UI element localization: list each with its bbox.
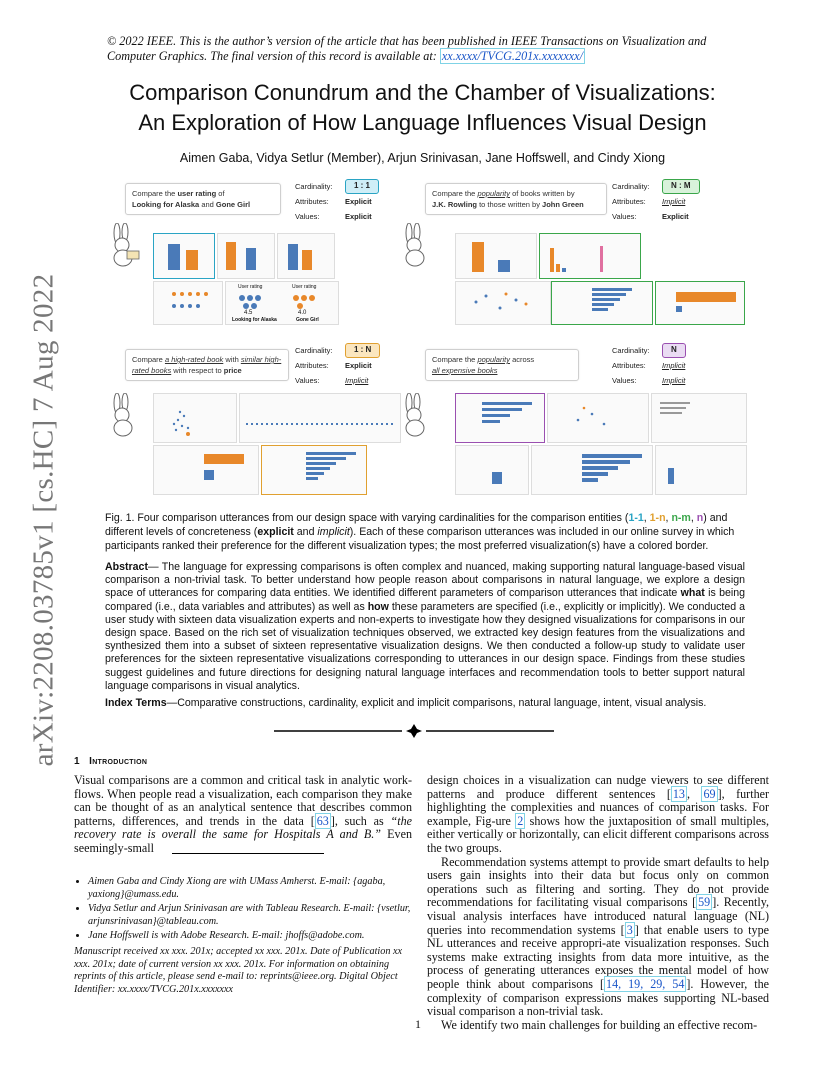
figure-panel-one-to-n (105, 343, 425, 493)
bar-chart-thumbnail (217, 233, 275, 279)
utterance-bubble: Compare the user rating of Looking for Alaska and Gone Girl (125, 183, 281, 215)
section-divider (274, 724, 554, 738)
bar-chart-thumbnail (153, 233, 215, 279)
cardinality-badge: 1 : 1 (345, 179, 379, 194)
bunny-mascot-icon (105, 223, 141, 267)
doi-link[interactable]: xx.xxxx/TVCG.201x.xxxxxxx/ (441, 49, 583, 63)
footnote-item: • Jane Hoffswell is with Adobe Research. E-mail: jhoffs@adobe.com. (88, 930, 412, 943)
figure-link[interactable]: 2 (517, 813, 524, 828)
bunny-mascot-icon (105, 393, 141, 437)
citation-link[interactable]: 69 (703, 786, 716, 801)
footnote-rule (172, 853, 324, 854)
panel-meta: Cardinality: N Attributes: Implicit Values: Implicit (612, 345, 686, 385)
citation-link[interactable]: 13 (672, 786, 685, 801)
panel-meta: Cardinality: 1 : 1 Attributes: Explicit Values: Explicit (295, 179, 379, 224)
page-number: 1 (415, 1017, 421, 1031)
bar-chart-thumbnail (455, 233, 537, 279)
horizontal-bar-thumbnail (531, 445, 653, 495)
horizontal-bar-thumbnail (261, 445, 367, 495)
bar-chart-thumbnail (277, 233, 335, 279)
index-terms: Index Terms—Comparative constructions, cardinality, explicit and implicit comparisons, natural language, intent, visual analysis. (105, 697, 707, 709)
arxiv-identifier: arXiv:2208.03785v1 [cs.HC] 7 Aug 2022 (27, 273, 60, 767)
cardinality-badge: N (662, 343, 686, 358)
footnote-item: • Aimen Gaba and Cindy Xiong are with UMass Amherst. E-mail: {agaba, yaxiong}@umass.edu. (88, 876, 412, 901)
rating-thumbnail: User rating User rating 4.5 4.0 Looking for Alaska Gone Girl (225, 281, 339, 325)
citation-link[interactable]: 14, 19, 29, 54 (606, 976, 685, 991)
utterance-bubble: Compare the popularity of books written by J.K. Rowling to those written by John Green (425, 183, 607, 215)
paper-title: Comparison Conundrum and the Chamber of Visualizations: An Exploration of How Language Influences Visual Design (129, 80, 716, 135)
footnote-item: • Vidya Setlur and Arjun Srinivasan are with Tableau Research. E-mail: {vsetlur, arjunsrinivasan}@tableau.com. (88, 903, 412, 928)
bunny-mascot-icon (397, 223, 433, 267)
strip-plot-thumbnail (239, 393, 401, 443)
author-list: Aimen Gaba, Vidya Setlur (Member), Arjun Srinivasan, Jane Hoffswell, and Cindy Xiong (179, 151, 666, 165)
bar-chart-thumbnail (455, 445, 529, 495)
affiliation-footnotes (74, 876, 412, 945)
figure-caption: Fig. 1. Four comparison utterances from our design space with varying cardinalities for the comparison entities (1-1, 1-n, n-m, n) and different levels of concreteness (explicit and implicit). Each of these comparison utterances was included in our online survey in which participants ranked their preference for the different visualization types; the most preferred visualization(s) have a colored border. (105, 512, 735, 552)
horizontal-bar-thumbnail (455, 393, 545, 443)
manuscript-note: Manuscript received xx xxx. 201x; accepted xx xxx. 201x. Date of Publication xx xxx. 201x; date of current version xx xxx. 201x. For information on obtaining reprints of this article, please send e-mail to: reprints@ieee.org. Digital Object Identifier: xx.xxxx/TVCG.201x.xxxxxxx (74, 946, 403, 995)
citation-link[interactable]: 63 (316, 813, 329, 828)
panel-meta: Cardinality: N : M Attributes: Implicit Values: Explicit (612, 179, 700, 224)
scatter-thumbnail (547, 393, 649, 443)
utterance-bubble: Compare a high-rated book with similar high-rated books with respect to price (125, 349, 289, 381)
section-heading: 1 Introduction (74, 756, 148, 767)
bar-chart-thumbnail (655, 281, 745, 325)
bunny-mascot-icon (397, 393, 433, 437)
scatter-thumbnail (153, 393, 237, 443)
figure-panel-one-to-one (105, 173, 425, 323)
bar-chart-thumbnail (153, 445, 259, 495)
dot-plot-thumbnail (153, 281, 223, 325)
panel-meta: Cardinality: 1 : N Attributes: Explicit Values: Implicit (295, 343, 380, 388)
abstract: Abstract— The language for expressing comparisons is often complex and nuanced, making supporting natural language-based visual comparison a non-trivial task. To better understand how people reason about comparisons in natural language, we explore a design space of utterances for comparing data entities. We identified different parameters of comparison utterances that indicate what is being compared (i.e., data variables and attributes) as well as how these parameters are specified (i.e., explicitly or implicitly). We conducted a user study with sixteen data visualization experts and non-experts to investigate how they designed visualizations for comparisons in our design space. Based on the rich set of visualization techniques observed, we extracted key design features from the visualizations and synthesized them into a subset of sixteen representative visualization designs. We then conducted a follow-up study to validate user preferences for the sixteen representative visualizations corresponding to utterances in our design space. Findings from these studies suggest guidelines and future directions for designing natural language interfaces and recommendation tools to better support natural language comparisons in visual analytics. (105, 561, 745, 692)
intro-column-right: design choices in a visualization can nudge viewers to see different patterns and produce different sentences [ 13 , 69 ], further highlighting the complexities and nuances of comparison tasks. For example, Fig-ure 2 shows how the juxtaposition of small multiples, either vertically or horizontally, can elicit different comparisons across the two groups. Recommendation systems attempt to provide smart defaults to help users gain insights into their data but focus only on common operations such as filtering and sorting. They do not provide recommendations for facilitating visual comparisons [ 59 ]. Recently, visual analysis interfaces have introduced natural language (NL) queries into recommendation systems [ 3 ] that enable users to type NL utterances and receive appropri-ate visualization responses. Such systems make extracting insights from data more intuitive, as the process of generating utterances exposes the mental model of how people think about comparisons [ 14, 19, 29, 54 ]. However, the complexity of comparison expressions makes supporting NL-based visual comparison a non-trivial task. We identify two main challenges for building an effective recom- (427, 773, 770, 1032)
copyright-notice: © 2022 IEEE. This is the author’s version of the article that has been published in IEEE Transactions on Visualization and Computer Graphics. The final version of this record is available at: xx.xxxx/TVCG.201x.xxxxxxx/ (107, 34, 707, 63)
figure-panel-n-to-m (425, 173, 745, 323)
legend-thumbnail (651, 393, 747, 443)
intro-column-left: Visual comparisons are a common and critical task in analytic work-flows. When people read a visualization, each comparison they make can be thought of as an analytical sentence that describes common patterns, differences, and trends in the data [ 63 ], such as “the recovery rate is overall the same for Hospitals A and B.” Even seemingly-small (74, 773, 413, 855)
bar-chart-thumbnail (655, 445, 747, 495)
histogram-thumbnail (539, 233, 641, 279)
figure-panel-n (425, 343, 745, 493)
citation-link[interactable]: 59 (698, 895, 711, 910)
citation-link[interactable]: 3 (626, 922, 633, 937)
cardinality-badge: N : M (662, 179, 700, 194)
cardinality-badge: 1 : N (345, 343, 380, 358)
scatter-thumbnail (455, 281, 551, 325)
diamond-ornament-icon (406, 724, 422, 738)
figure-1 (105, 173, 745, 473)
horizontal-bar-thumbnail (551, 281, 653, 325)
utterance-bubble: Compare the popularity across all expensive books (425, 349, 579, 381)
